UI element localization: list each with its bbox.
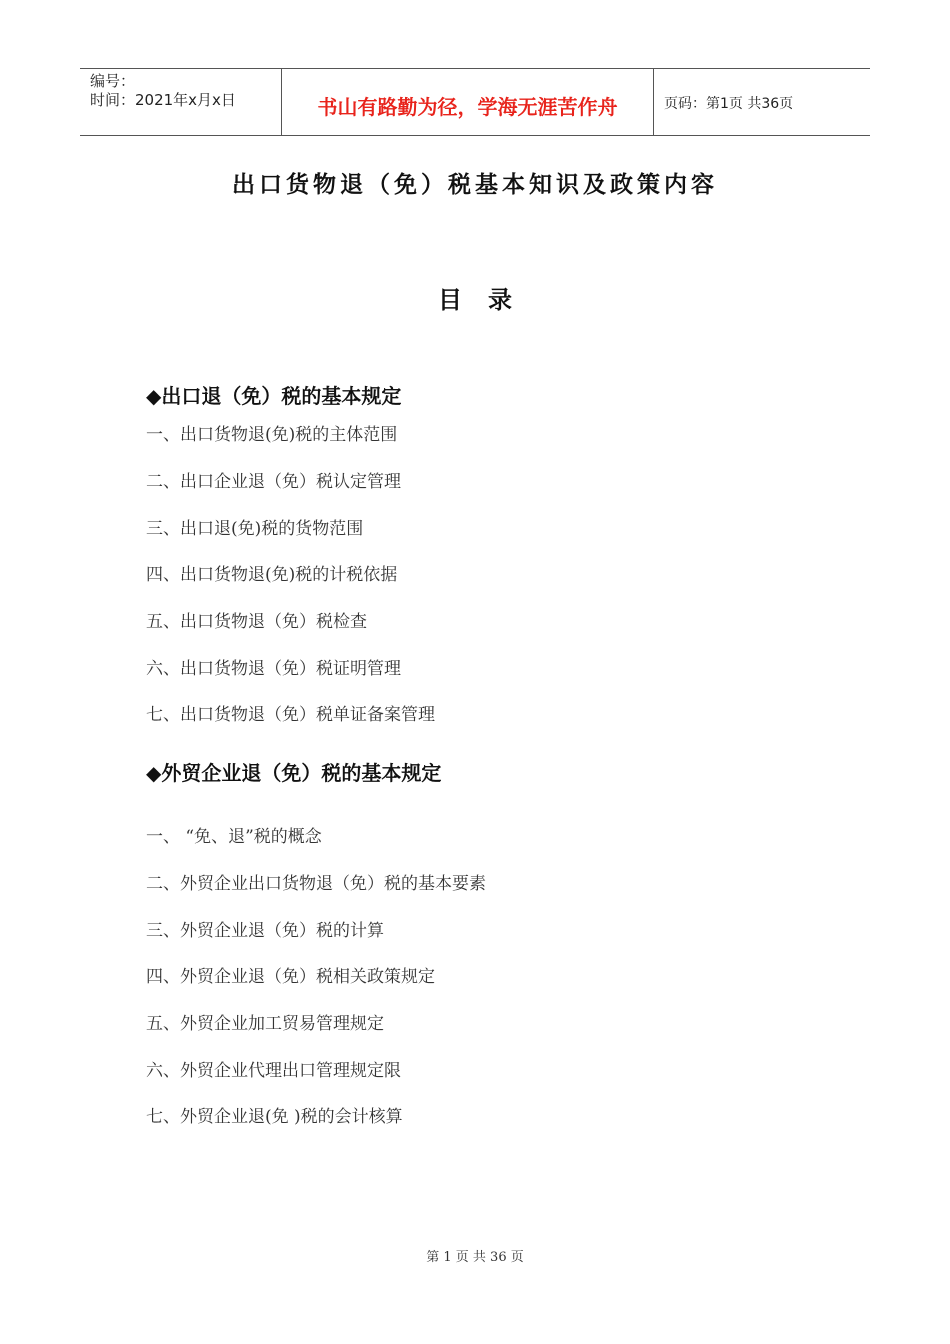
toc-item: 二、外贸企业出口货物退（免）税的基本要素 xyxy=(146,874,486,894)
toc-item: 七、出口货物退（免）税单证备案管理 xyxy=(146,705,435,725)
toc-item: 一、出口货物退(免)税的主体范围 xyxy=(146,425,398,445)
section-heading-foreign-trade: ◆外贸企业退（免）税的基本规定 xyxy=(146,761,442,785)
page-footer: 第 1 页 共 36 页 xyxy=(426,1250,524,1265)
toc-item: 二、出口企业退（免）税认定管理 xyxy=(146,472,401,492)
toc-item: 五、外贸企业加工贸易管理规定 xyxy=(146,1014,384,1034)
page-header-table xyxy=(80,68,870,136)
header-meta-cell xyxy=(80,69,282,135)
toc-title: 目录 xyxy=(438,286,538,314)
header-page-cell xyxy=(654,69,870,135)
toc-item: 一、 “免、退”税的概念 xyxy=(146,827,322,847)
header-page-info: 页码：第1页 共36页 xyxy=(664,96,794,112)
toc-item: 五、出口货物退（免）税检查 xyxy=(146,612,367,632)
toc-item: 六、外贸企业代理出口管理规定限 xyxy=(146,1061,401,1081)
motto-text: 书山有路勤为径，学海无涯苦作舟 xyxy=(317,94,618,119)
toc-item: 六、出口货物退（免）税证明管理 xyxy=(146,659,401,679)
toc-item: 四、出口货物退(免)税的计税依据 xyxy=(146,565,398,585)
toc-item: 七、外贸企业退(免 )税的会计核算 xyxy=(146,1107,403,1127)
section-heading-basic-rules: ◆出口退（免）税的基本规定 xyxy=(146,384,402,408)
serial-number-label: 编号： xyxy=(90,72,136,90)
header-motto-cell xyxy=(282,69,654,135)
date-label: 时间：2021年x月x日 xyxy=(90,91,236,109)
toc-item: 四、外贸企业退（免）税相关政策规定 xyxy=(146,967,435,987)
document-title: 出口货物退（免）税基本知识及政策内容 xyxy=(232,171,718,198)
toc-item: 三、外贸企业退（免）税的计算 xyxy=(146,921,384,941)
toc-item: 三、出口退(免)税的货物范围 xyxy=(146,519,364,539)
